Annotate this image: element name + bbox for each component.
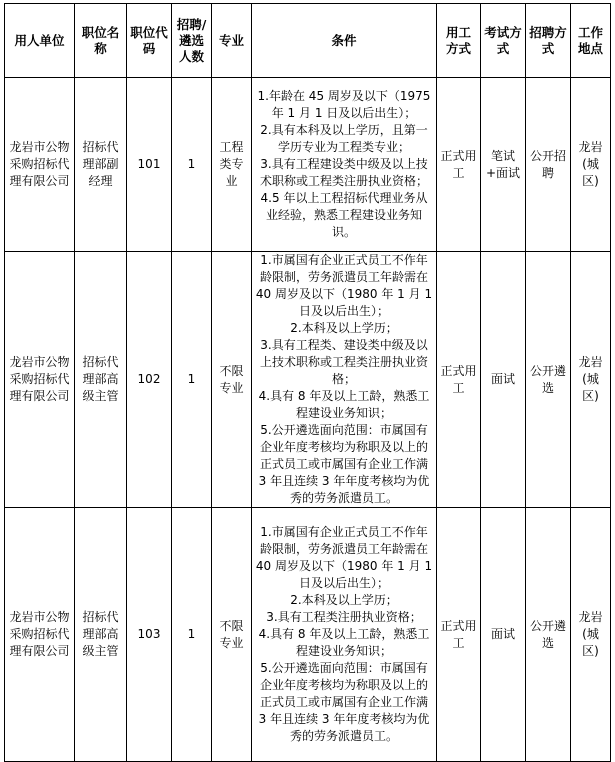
employer-cell: 龙岩市公物采购招标代理有限公司 — [5, 508, 75, 762]
position-name-cell: 招标代理部高级主管 — [75, 508, 127, 762]
condition-item: 2.本科及以上学历； — [290, 593, 398, 607]
headcount-cell: 1 — [172, 252, 212, 508]
header-row — [5, 4, 611, 78]
position-name-cell: 招标代理部高级主管 — [75, 252, 127, 508]
work-location-cell: 龙岩(城区) — [571, 508, 611, 762]
condition-item: 3.具有工程类注册执业资格； — [266, 610, 422, 624]
condition-item: 1.市属国有企业正式员工不作年龄限制，劳务派遣员工年龄需在 40 周岁及以下（1980 年 1 月 1 日及以后出生）； — [255, 525, 433, 590]
major-cell: 工程类专业 — [212, 78, 252, 252]
condition-item: 1.市属国有企业正式员工不作年龄限制，劳务派遣员工年龄需在 40 周岁及以下（1980 年 1 月 1 日及以后出生）； — [255, 253, 433, 318]
condition-item: 2.本科及以上学历； — [290, 321, 398, 335]
work-location-cell: 龙岩(城区) — [571, 78, 611, 252]
condition-item: 2.具有本科及以上学历，且第一学历专业为工程类专业； — [260, 123, 428, 154]
conditions-cell — [252, 78, 437, 252]
header-conditions: 条件 — [252, 4, 437, 78]
recruit-method-cell: 公开遴选 — [526, 508, 571, 762]
table-row — [5, 252, 611, 508]
condition-item: 3.具有工程类、建设类中级及以上技术职称或工程类注册执业资格； — [259, 338, 428, 386]
header-position-name: 职位名称 — [75, 4, 127, 78]
exam-method-cell: 面试 — [481, 252, 526, 508]
employer-cell: 龙岩市公物采购招标代理有限公司 — [5, 78, 75, 252]
condition-item: 1.年龄在 45 周岁及以下（1975 年 1 月 1 日及以后出生）； — [257, 89, 431, 120]
recruit-method-cell: 公开遴选 — [526, 252, 571, 508]
position-code-cell: 103 — [127, 508, 172, 762]
condition-item: 4.5 年以上工程招标代理业务从业经验，熟悉工程建设业务知识。 — [260, 191, 428, 239]
employment-type-cell: 正式用工 — [437, 78, 481, 252]
header-employer: 用人单位 — [5, 4, 75, 78]
header-exam-method: 考试方式 — [481, 4, 526, 78]
condition-item: 5.公开遴选面向范围：市属国有企业年度考核均为称职及以上的正式员工或市属国有企业工作满 3 年且连续 3 年年度考核均为优秀的劳务派遣员工。 — [258, 661, 430, 743]
conditions-cell — [252, 508, 437, 762]
position-name-cell: 招标代理部副经理 — [75, 78, 127, 252]
table-row — [5, 508, 611, 762]
employment-type-cell: 正式用工 — [437, 252, 481, 508]
headcount-cell: 1 — [172, 78, 212, 252]
employer-cell: 龙岩市公物采购招标代理有限公司 — [5, 252, 75, 508]
position-code-cell: 102 — [127, 252, 172, 508]
table-row — [5, 78, 611, 252]
recruit-method-cell: 公开招聘 — [526, 78, 571, 252]
work-location-cell: 龙岩(城区) — [571, 252, 611, 508]
major-cell: 不限专业 — [212, 508, 252, 762]
employment-type-cell: 正式用工 — [437, 508, 481, 762]
headcount-cell: 1 — [172, 508, 212, 762]
conditions-cell — [252, 252, 437, 508]
header-work-location: 工作地点 — [571, 4, 611, 78]
condition-item: 3.具有工程建设类中级及以上技术职称或工程类注册执业资格； — [259, 157, 428, 188]
condition-item: 4.具有 8 年及以上工龄，熟悉工程建设业务知识； — [258, 627, 430, 658]
header-headcount: 招聘/遴选人数 — [172, 4, 212, 78]
condition-item: 4.具有 8 年及以上工龄，熟悉工程建设业务知识； — [258, 389, 430, 420]
recruitment-table — [4, 3, 611, 762]
header-position-code: 职位代码 — [127, 4, 172, 78]
position-code-cell: 101 — [127, 78, 172, 252]
exam-method-cell: 面试 — [481, 508, 526, 762]
header-employment-type: 用工方式 — [437, 4, 481, 78]
major-cell: 不限专业 — [212, 252, 252, 508]
header-recruit-method: 招聘方式 — [526, 4, 571, 78]
exam-method-cell: 笔试+面试 — [481, 78, 526, 252]
header-major: 专业 — [212, 4, 252, 78]
condition-item: 5.公开遴选面向范围：市属国有企业年度考核均为称职及以上的正式员工或市属国有企业工作满 3 年且连续 3 年年度考核均为优秀的劳务派遣员工。 — [258, 423, 430, 505]
